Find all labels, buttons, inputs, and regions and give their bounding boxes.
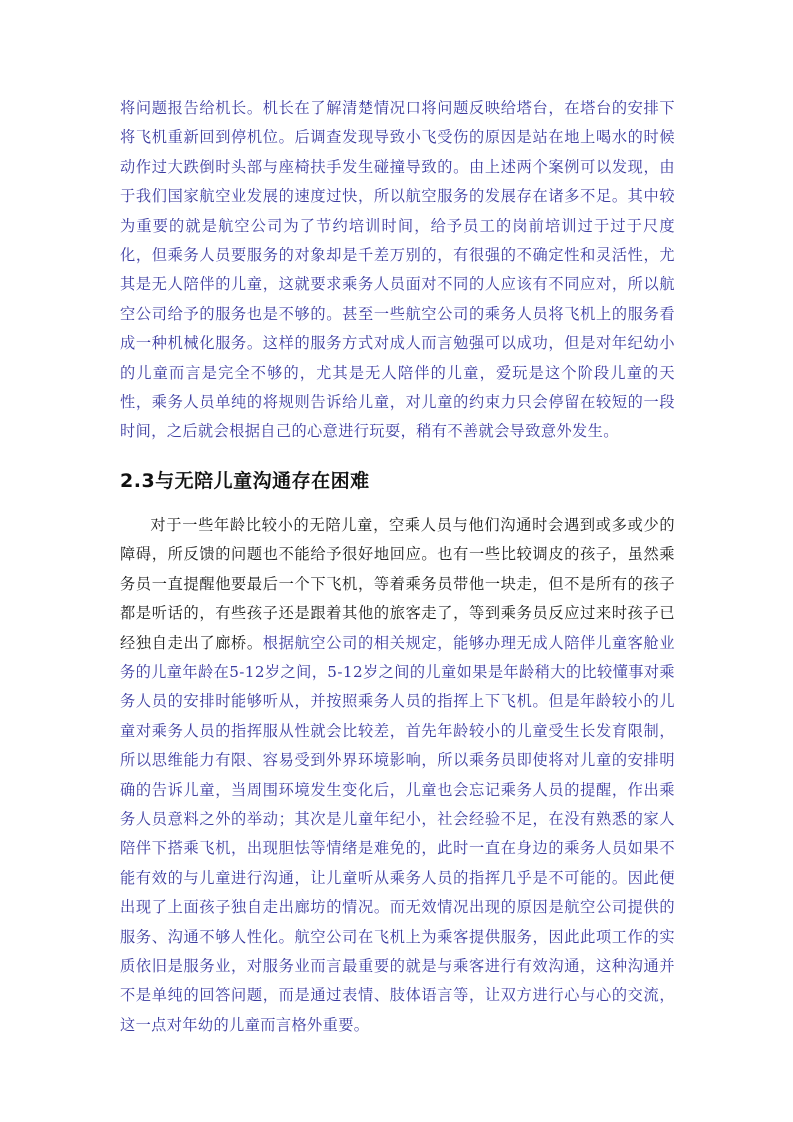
- section-heading: 2.3与无陪儿童沟通存在困难: [120, 469, 370, 492]
- body-paragraph-2-part-2: 根据航空公司的相关规定，能够办理无成人陪伴儿童客舱业务的儿童年龄在5-12岁之间，5-12岁之间的儿童如果是年龄稍大的比较懂事对乘务人员的安排时能够听从，并按照乘务人员的指挥上下飞机。但是年龄较小的儿童对乘务人员的指挥服从性就会比较差，首先年龄较小的儿童受生长发育限制，所以思维能力有限、容易受到外界环境影响，所以乘务员即使将对儿童的安排明确的告诉儿童，当周围环境发生变化后，儿童也会忘记乘务人员的提醒，作出乘务人员意料之外的举动；其次是儿童年纪小，社会经验不足，在没有熟悉的家人陪伴下搭乘飞机，出现胆怯等情绪是难免的，此时一直在身边的乘务人员如果不能有效的与儿童进行沟通，让儿童听从乘务人员的指挥几乎是不可能的。因此便出现了上面孩子独自走出廊坊的情况。而无效情况出现的原因是航空公司提供的服务、沟通不够人性化。航空公司在飞机上为乘客提供服务，因此此项工作的实质依旧是服务业，对服务业而言最重要的就是与乘客进行有效沟通，这种沟通并不是单纯的回答问题，而是通过表情、肢体语言等，让双方进行心与心的交流，这一点对年幼的儿童而言格外重要。: [120, 633, 675, 1034]
- body-paragraph-2-part-1: 对于一些年龄比较小的无陪儿童，空乘人员与他们沟通时会遇到或多或少的障碍，所反馈的问题也不能给予很好地回应。也有一些比较调皮的孩子，虽然乘务员一直提醒他要最后一个下飞机，等着乘务员带他一块走，但不是所有的孩子都是听话的，有些孩子还是跟着其他的旅客走了，等到乘务员反应过来时孩子已经独自走出了廊桥。: [120, 515, 675, 652]
- document-body: [120, 94, 675, 1040]
- body-paragraph-1: 将问题报告给机长。机长在了解清楚情况口将问题反映给塔台，在塔台的安排下将飞机重新回到停机位。后调查发现导致小飞受伤的原因是站在地上喝水的时候动作过大跌倒时头部与座椅扶手发生碰撞导致的。由上述两个案例可以发现，由于我们国家航空业发展的速度过快，所以航空服务的发展存在诸多不足。其中较为重要的就是航空公司为了节约培训时间，给予员工的岗前培训过于过于尺度化，但乘务人员要服务的对象却是千差万别的，有很强的不确定性和灵活性，尤其是无人陪伴的儿童，这就要求乘务人员面对不同的人应该有不同应对，所以航空公司给予的服务也是不够的。甚至一些航空公司的乘务人员将飞机上的服务看成一种机械化服务。这样的服务方式对成人而言勉强可以成功，但是对年纪幼小的儿童而言是完全不够的，尤其是无人陪伴的儿童，爱玩是这个阶段儿童的天性，乘务人员单纯的将规则告诉给儿童，对儿童的约束力只会停留在较短的一段时间，之后就会根据自己的心意进行玩耍，稍有不善就会导致意外发生。: [120, 99, 675, 441]
- body-paragraph-2: [120, 511, 675, 1040]
